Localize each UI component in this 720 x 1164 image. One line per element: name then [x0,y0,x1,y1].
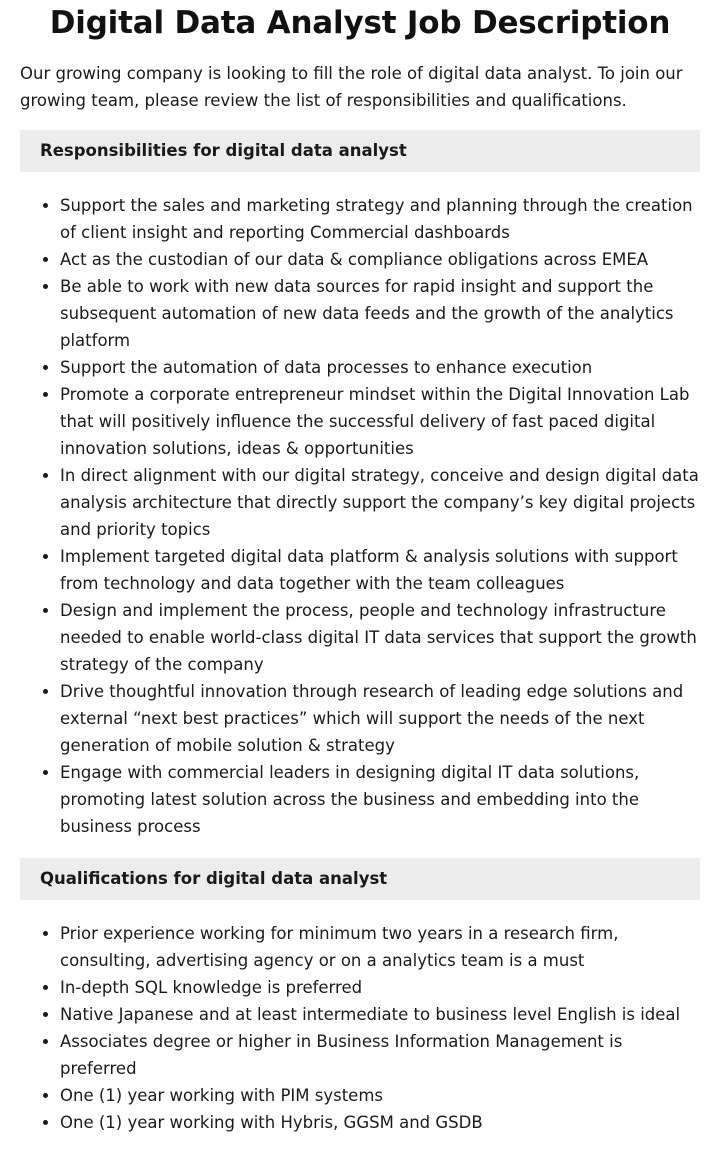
list-item: • Prior experience working for minimum two years in a research firm, consulting, advertising agency or on a analytics team is a must [60,920,700,974]
list-item: • In-depth SQL knowledge is preferred [60,974,700,1001]
list-item: • Drive thoughtful innovation through research of leading edge solutions and external “next best practices” which will support the needs of the next generation of mobile solution & strategy [60,678,700,759]
intro-paragraph: Our growing company is looking to fill the role of digital data analyst. To join our growing team, please review the list of responsibilities and qualifications. [20,64,683,110]
qualifications-heading: Qualifications for digital data analyst [20,858,700,900]
list-item: • One (1) year working with PIM systems [60,1082,700,1109]
list-item: • Associates degree or higher in Business Information Management is preferred [60,1028,700,1082]
list-item: • Design and implement the process, people and technology infrastructure needed to enable world-class digital IT data services that support the growth strategy of the company [60,597,700,678]
list-item: • Support the automation of data processes to enhance execution [60,354,700,381]
list-item: • Promote a corporate entrepreneur mindset within the Digital Innovation Lab that will positively influence the successful delivery of fast paced digital innovation solutions, ideas & opportunities [60,381,700,462]
list-item: • Support the sales and marketing strategy and planning through the creation of client insight and reporting Commercial dashboards [60,192,700,246]
list-item: • Be able to work with new data sources for rapid insight and support the subsequent automation of new data feeds and the growth of the analytics platform [60,273,700,354]
list-item: • In direct alignment with our digital strategy, conceive and design digital data analysis architecture that directly support the company’s key digital projects and priority topics [60,462,700,543]
list-item: • One (1) year working with Hybris, GGSM and GSDB [60,1109,700,1136]
list-item: • Implement targeted digital data platform & analysis solutions with support from technology and data together with the team colleagues [60,543,700,597]
responsibilities-list [20,192,700,840]
list-item: • Native Japanese and at least intermediate to business level English is ideal [60,1001,700,1028]
page-title: Digital Data Analyst Job Description [49,5,671,41]
list-item: • Engage with commercial leaders in designing digital IT data solutions, promoting latest solution across the business and embedding into the business process [60,759,700,840]
responsibilities-heading: Responsibilities for digital data analyst [20,130,700,172]
qualifications-list [20,920,700,1136]
list-item: • Act as the custodian of our data & compliance obligations across EMEA [60,246,700,273]
